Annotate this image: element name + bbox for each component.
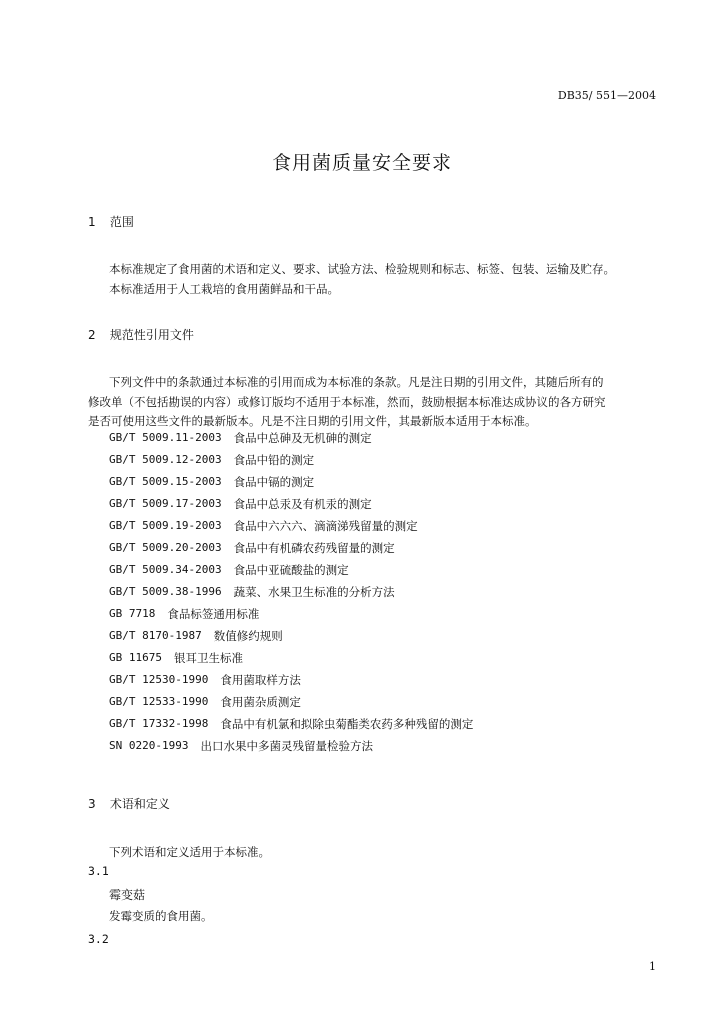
document-title: 食用菌质量安全要求 (271, 152, 452, 174)
ref-title: 出口水果中多菌灵残留量检验方法 (200, 739, 373, 753)
section-number: 3 (88, 797, 96, 811)
reference-item (109, 471, 473, 493)
reference-item (109, 647, 473, 669)
ref-title: 食用菌取样方法 (220, 673, 301, 687)
ref-title: 食品中六六六、滴滴涕残留量的测定 (233, 519, 418, 533)
ref-title: 食品中亚硫酸盐的测定 (233, 563, 349, 577)
ref-title: 银耳卫生标准 (173, 651, 243, 665)
refs-intro-line-3: 是否可使用这些文件的最新版本。凡是不注日期的引用文件，其最新版本适用于本标准。 (88, 414, 537, 428)
ref-code: GB/T 5009.20-2003 (109, 541, 222, 554)
ref-title: 数值修约规则 (213, 629, 283, 643)
ref-title: 食品中铅的测定 (233, 453, 315, 467)
ref-title: 食品中镉的测定 (233, 475, 315, 489)
reference-item (109, 625, 473, 647)
ref-title: 食品中有机磷农药残留量的测定 (233, 541, 395, 555)
reference-item (109, 537, 473, 559)
ref-code: GB/T 5009.38-1996 (109, 585, 222, 598)
refs-intro-line-2: 修改单（不包括勘误的内容）或修订版均不适用于本标准，然而，鼓励根据本标准达成协议的各方研究 (88, 395, 606, 409)
ref-title: 食品中总砷及无机砷的测定 (233, 431, 372, 445)
ref-title: 蔬菜、水果卫生标准的分析方法 (233, 585, 395, 599)
ref-code: GB/T 12530-1990 (109, 673, 209, 686)
reference-item (109, 427, 473, 449)
reference-item (109, 449, 473, 471)
standard-number: DB35/ 551—2004 (557, 89, 656, 102)
reference-item (109, 735, 473, 757)
refs-intro-line-1: 下列文件中的条款通过本标准的引用而成为本标准的条款。凡是注日期的引用文件，其随后所有的 (109, 375, 604, 389)
clause-number: 3.2 (88, 932, 109, 946)
ref-code: GB/T 12533-1990 (109, 695, 209, 708)
scope-paragraph-1: 本标准规定了食用菌的术语和定义、要求、试验方法、检验规则和标志、标签、包装、运输及贮存。 (109, 262, 615, 276)
ref-code: GB/T 5009.15-2003 (109, 475, 222, 488)
reference-item (109, 691, 473, 713)
terms-intro: 下列术语和定义适用于本标准。 (109, 845, 270, 859)
section-title: 规范性引用文件 (109, 328, 194, 342)
section-1-heading (88, 213, 134, 230)
ref-code: GB/T 5009.34-2003 (109, 563, 222, 576)
section-number: 1 (88, 215, 96, 229)
ref-title: 食品中总汞及有机汞的测定 (233, 497, 372, 511)
reference-item (109, 559, 473, 581)
reference-item (109, 581, 473, 603)
reference-item (109, 713, 473, 735)
reference-item (109, 515, 473, 537)
ref-code: GB/T 5009.19-2003 (109, 519, 222, 532)
ref-title: 食品中有机氯和拟除虫菊酯类农药多种残留的测定 (220, 717, 474, 731)
term-definition: 发霉变质的食用菌。 (109, 909, 213, 923)
ref-code: GB/T 5009.17-2003 (109, 497, 222, 510)
ref-code: GB 7718 (109, 607, 156, 620)
reference-item (109, 603, 473, 625)
reference-item (109, 493, 473, 515)
section-title: 范围 (109, 215, 134, 229)
reference-list (109, 427, 473, 757)
section-3-heading (88, 795, 170, 812)
ref-code: GB 11675 (109, 651, 162, 664)
ref-title: 食用菌杂质测定 (220, 695, 301, 709)
ref-code: GB/T 17332-1998 (109, 717, 209, 730)
clause-number: 3.1 (88, 864, 109, 878)
term-name: 霉变菇 (109, 888, 146, 902)
ref-code: GB/T 8170-1987 (109, 629, 202, 642)
ref-code: SN 0220-1993 (109, 739, 189, 752)
ref-code: GB/T 5009.11-2003 (109, 431, 222, 444)
page-number: 1 (649, 960, 656, 973)
section-title: 术语和定义 (109, 797, 170, 811)
ref-code: GB/T 5009.12-2003 (109, 453, 222, 466)
section-number: 2 (88, 328, 96, 342)
scope-paragraph-2: 本标准适用于人工栽培的食用菌鲜品和干品。 (109, 282, 339, 296)
section-2-heading (88, 326, 194, 343)
ref-title: 食品标签通用标准 (167, 607, 260, 621)
reference-item (109, 669, 473, 691)
